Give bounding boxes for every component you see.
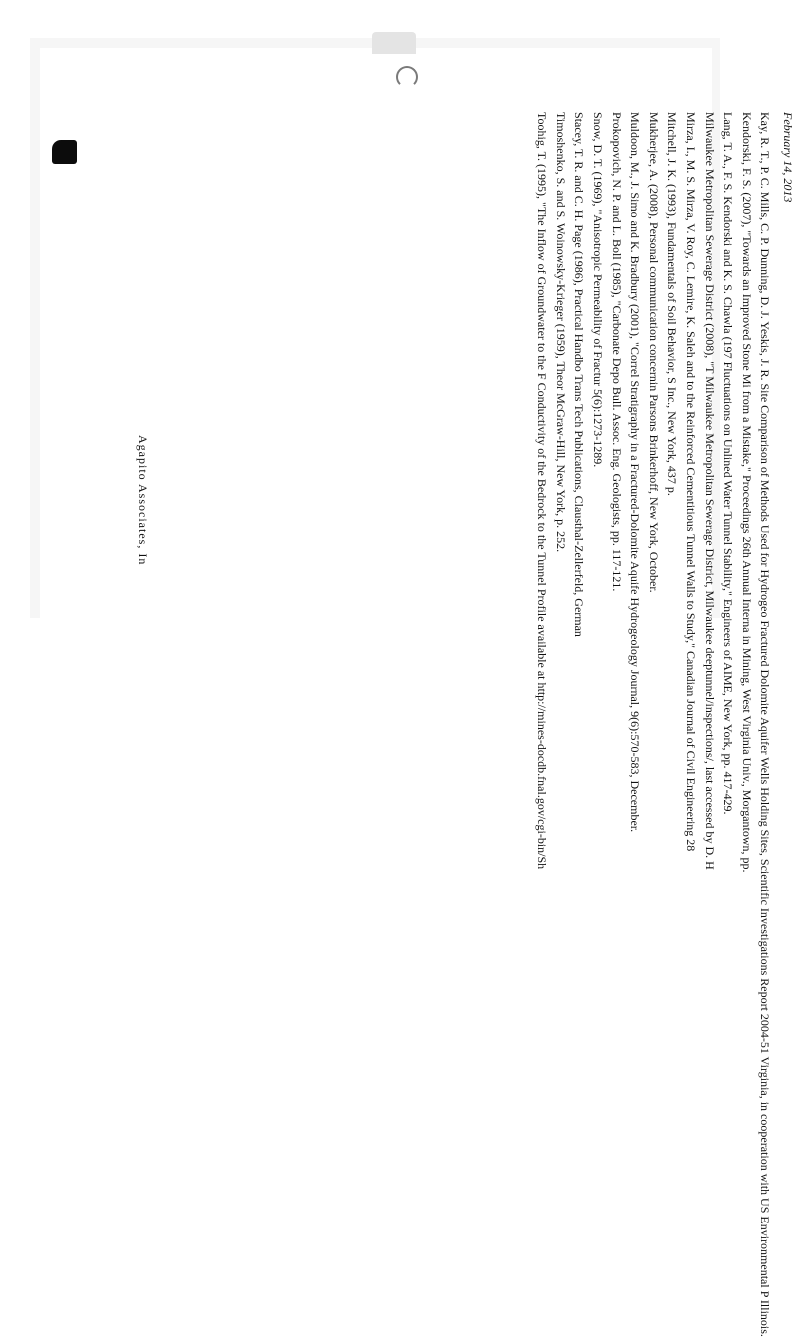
reference-item: Lang, T. A., F. S. Kendorski and K. S. Chawla (197 Fluctuations on Unlined Water Tunnel Stability," Engineers of AIME, New York, pp. 417-429. xyxy=(721,112,736,815)
reference-item: Mirza, I., M. S. Mirza, V. Roy, C. Lemire, K. Saleh and to the Reinforced Cementitious Tunnel Walls to Study," Canadian Journal of Civil Engineering 28 xyxy=(684,112,699,852)
punch-hole-icon xyxy=(396,66,418,88)
reference-item: Mitchell, J. K. (1993), Fundamentals of Soil Behavior, S Inc., New York, 437 p. xyxy=(665,112,680,496)
reference-item: Kay, R. T., P. C. Mills, C. P. Dunning, D. J. Yeskis, J. R. Site Comparison of Methods Used for Hydrogeo Fractured Dolomite Aquifer Wells Holding Sites, Scientific Investigations Report 2004-51 Virginia, in cooperation with US Environmental P Illinois. xyxy=(758,112,773,1337)
reference-item: Snow, D. T. (1969), "Anisotropic Permeability of Fractur 5(6):1273-1289. xyxy=(591,112,606,468)
reference-item: Timoshenko, S. and S. Woinowsky-Krieger (1959), Theor McGraw-Hill, New York, p. 252. xyxy=(553,112,568,553)
header-date: February 14, 2013 xyxy=(781,112,795,203)
reference-item: Milwaukee Metropolitan Sewerage District (2008), "T Milwaukee Metropolitan Sewerage District, Milwaukee deeptunnel/inspections/, last accessed by D. H xyxy=(702,112,717,870)
reference-list xyxy=(531,112,795,1337)
reference-item: Prokopovich, N. P. and L. Boll (1985), "Carbonate Depo Bull. Assoc. Eng. Geologists, pp. 117-121. xyxy=(609,112,624,592)
reference-item: Mukherjee, A. (2008), Personal communication concernin Parsons Brinkerhoff, New York, October. xyxy=(646,112,661,593)
page-tab xyxy=(372,32,416,54)
footer-company: Agapito Associates, In xyxy=(136,435,150,566)
reference-item: Muldoon, M., J. Simo and K. Bradbury (2001), "Correl Stratigraphy in a Fractured-Dolomite Aquife Hydrogeology Journal, 9(6):570-583, December. xyxy=(628,112,643,833)
black-marker-icon xyxy=(52,140,77,164)
reference-item: Toohig, T. (1995), "The Inflow of Groundwater to the F Conductivity of the Bedrock to the Tunnel Profile available at http://mines-docdb.fnal.gov/cgi-bin/Sh xyxy=(535,112,550,870)
reference-item: Stacey, T. R. and C. H. Page (1986), Practical Handbo Trans Tech Publications, Clausthal-Zellerfeld, German xyxy=(572,112,587,637)
reference-item: Kendorski, F. S. (2007), "Towards an Improved Stone Mi from a Mistake," Proceedings 26th Annual Interna in Mining, West Virginia Univ., Morgantown, pp. xyxy=(739,112,754,873)
